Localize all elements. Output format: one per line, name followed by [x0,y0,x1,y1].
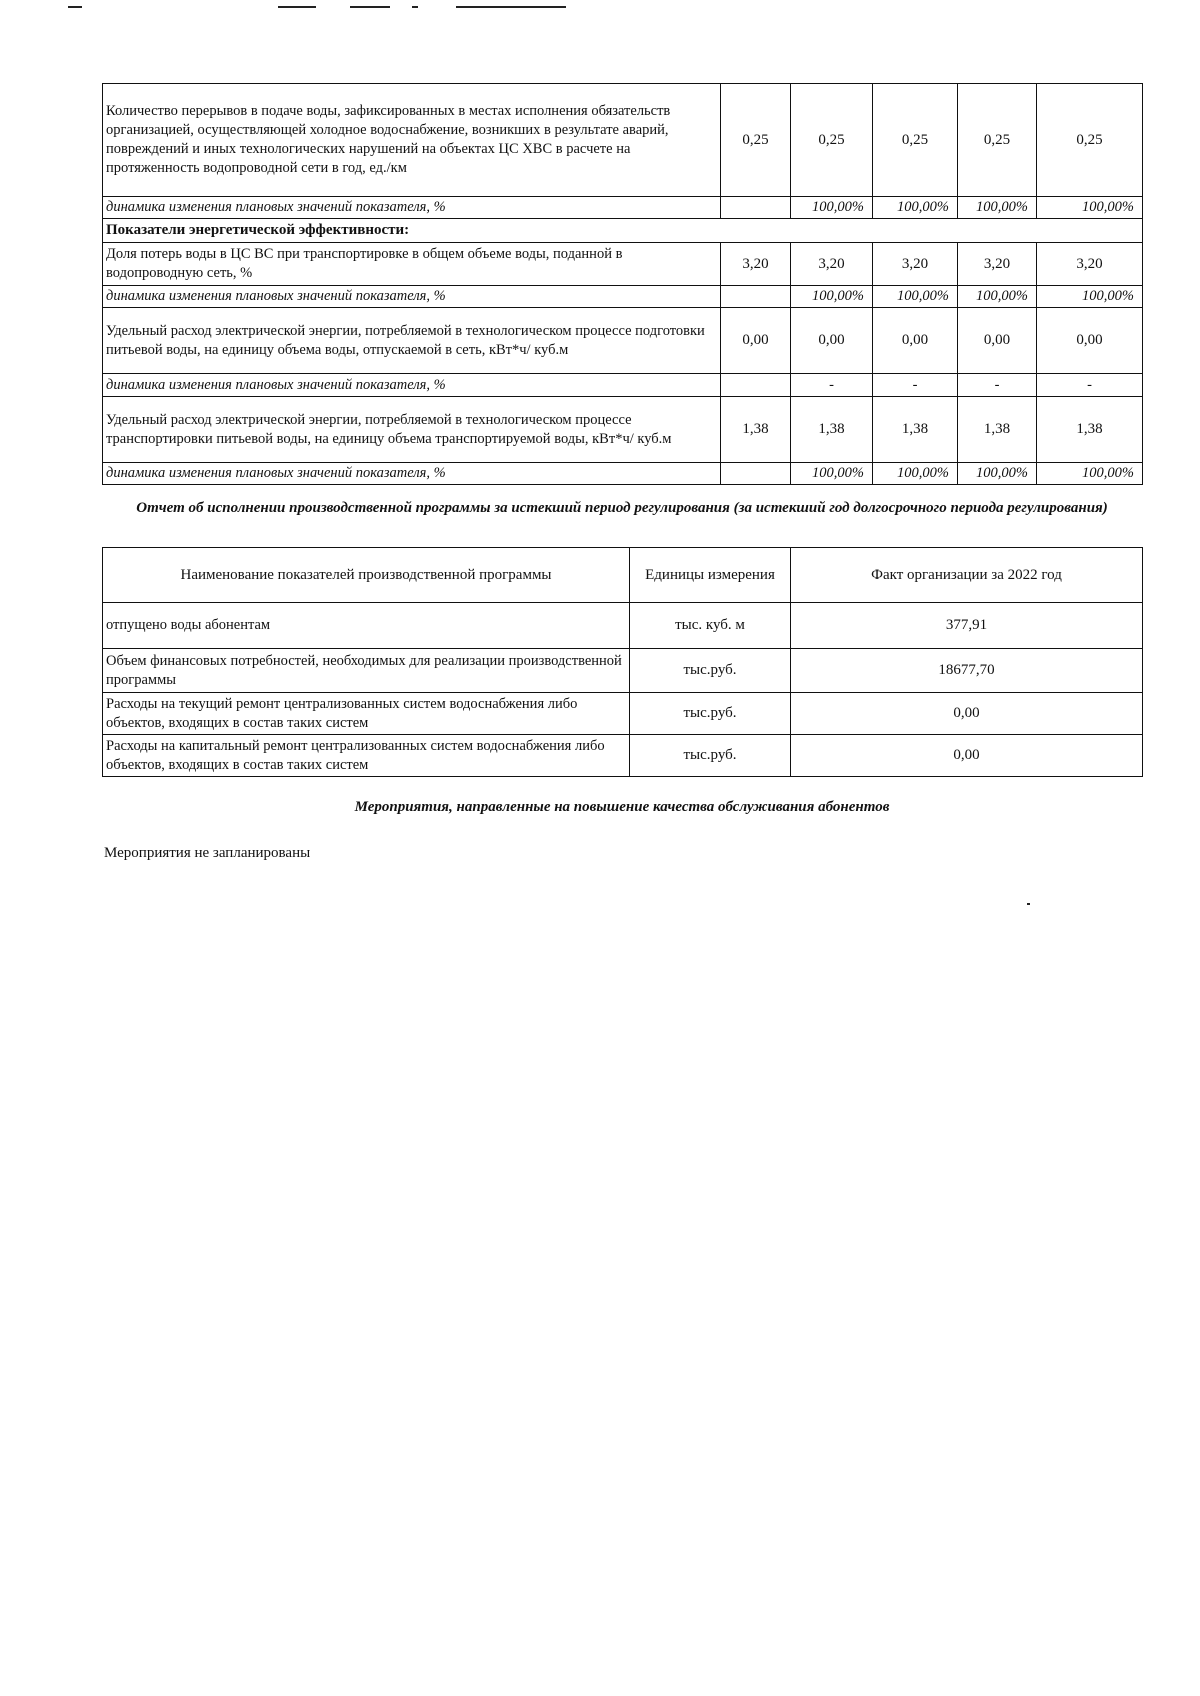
indicator-value: 100,00% [1037,286,1143,308]
indicator-value: 100,00% [1037,463,1143,485]
indicator-value [721,197,791,219]
row-value: 377,91 [791,603,1143,649]
indicator-name: Количество перерывов в подаче воды, зафиксированных в местах исполнения обязательств организацией, осуществляющей холодное водоснабжение, возникших в результате аварий, повреждений и иных технологических нарушений на объектах ЦС ХВС в расчете на протяженность водопроводной сети в год, ед./км [103,84,721,197]
indicator-value: 0,25 [721,84,791,197]
table-row [103,603,1143,649]
dynamics-row [103,374,1143,397]
indicator-value: 0,25 [791,84,873,197]
indicator-value: 100,00% [958,286,1037,308]
row-value: 18677,70 [791,649,1143,693]
row-name: отпущено воды абонентам [103,603,630,649]
indicator-value: 0,25 [958,84,1037,197]
scan-artifact-marks [60,0,580,14]
measures-title: Мероприятия, направленные на повышение качества обслуживания абонентов [354,799,890,815]
indicator-value: 3,20 [1037,243,1143,286]
indicator-value: 3,20 [791,243,873,286]
indicator-value [721,374,791,397]
indicator-name: Удельный расход электрической энергии, потребляемой в технологическом процессе транспортировки питьевой воды, на единицу объема транспортируемой воды, кВт*ч/ куб.м [103,397,721,463]
row-unit: тыс. куб. м [630,603,791,649]
indicator-value: 0,00 [791,308,873,374]
indicator-value: 100,00% [1037,197,1143,219]
section-heading-row [103,219,1143,243]
indicator-value: 3,20 [958,243,1037,286]
table-row [103,735,1143,777]
indicator-value: 1,38 [958,397,1037,463]
indicator-value: 3,20 [721,243,791,286]
performance-indicators-body [103,84,1143,485]
row-value: 0,00 [791,735,1143,777]
indicator-value: - [873,374,958,397]
indicator-value: 3,20 [873,243,958,286]
header-unit: Единицы измерения [630,548,791,603]
indicator-name: Удельный расход электрической энергии, потребляемой в технологическом процессе подготовки питьевой воды, на единицу объема воды, отпускаемой в сеть, кВт*ч/ куб.м [103,308,721,374]
indicator-value: 100,00% [791,463,873,485]
table-row [103,649,1143,693]
row-unit: тыс.руб. [630,649,791,693]
header-indicator-name: Наименование показателей производственной программы [103,548,630,603]
indicator-value: 100,00% [791,286,873,308]
performance-indicators-table [102,83,1143,485]
indicator-value: - [958,374,1037,397]
header-fact-2022: Факт организации за 2022 год [791,548,1143,603]
indicator-value: 100,00% [958,197,1037,219]
indicator-value: 100,00% [873,197,958,219]
indicator-value: - [1037,374,1143,397]
indicator-row [103,308,1143,374]
indicator-value: 1,38 [1037,397,1143,463]
indicator-row [103,243,1143,286]
dynamics-label: динамика изменения плановых значений показателя, % [103,197,721,219]
dynamics-label: динамика изменения плановых значений показателя, % [103,286,721,308]
indicator-value: 100,00% [958,463,1037,485]
production-program-report-table [102,547,1143,777]
indicator-value: 0,25 [873,84,958,197]
indicator-value: 100,00% [873,463,958,485]
indicator-value [721,286,791,308]
row-name: Объем финансовых потребностей, необходимых для реализации производственной программы [103,649,630,693]
section-heading: Показатели энергетической эффективности: [103,219,1143,243]
indicator-value: - [791,374,873,397]
measures-text: Мероприятия не запланированы [104,845,311,861]
dynamics-row [103,197,1143,219]
scan-speck [1027,903,1030,905]
indicator-row [103,397,1143,463]
table-header-row [103,548,1143,603]
indicator-value: 1,38 [721,397,791,463]
row-value: 0,00 [791,693,1143,735]
indicator-value: 0,00 [1037,308,1143,374]
indicator-value: 100,00% [873,286,958,308]
dynamics-row [103,286,1143,308]
indicator-row [103,84,1143,197]
row-name: Расходы на текущий ремонт централизованных систем водоснабжения либо объектов, входящих в состав таких систем [103,693,630,735]
indicator-value: 0,25 [1037,84,1143,197]
indicator-value [721,463,791,485]
indicator-value: 100,00% [791,197,873,219]
dynamics-row [103,463,1143,485]
indicator-value: 0,00 [721,308,791,374]
indicator-value: 1,38 [873,397,958,463]
dynamics-label: динамика изменения плановых значений показателя, % [103,374,721,397]
indicator-value: 0,00 [873,308,958,374]
dynamics-label: динамика изменения плановых значений показателя, % [103,463,721,485]
row-unit: тыс.руб. [630,693,791,735]
table-row [103,693,1143,735]
row-unit: тыс.руб. [630,735,791,777]
indicator-name: Доля потерь воды в ЦС ВС при транспортировке в общем объеме воды, поданной в водопроводную сеть, % [103,243,721,286]
row-name: Расходы на капитальный ремонт централизованных систем водоснабжения либо объектов, входящих в состав таких систем [103,735,630,777]
report-title: Отчет об исполнении производственной программы за истекший период регулирования (за истекший год долгосрочного периода регулирования) [136,500,1108,516]
indicator-value: 0,00 [958,308,1037,374]
indicator-value: 1,38 [791,397,873,463]
